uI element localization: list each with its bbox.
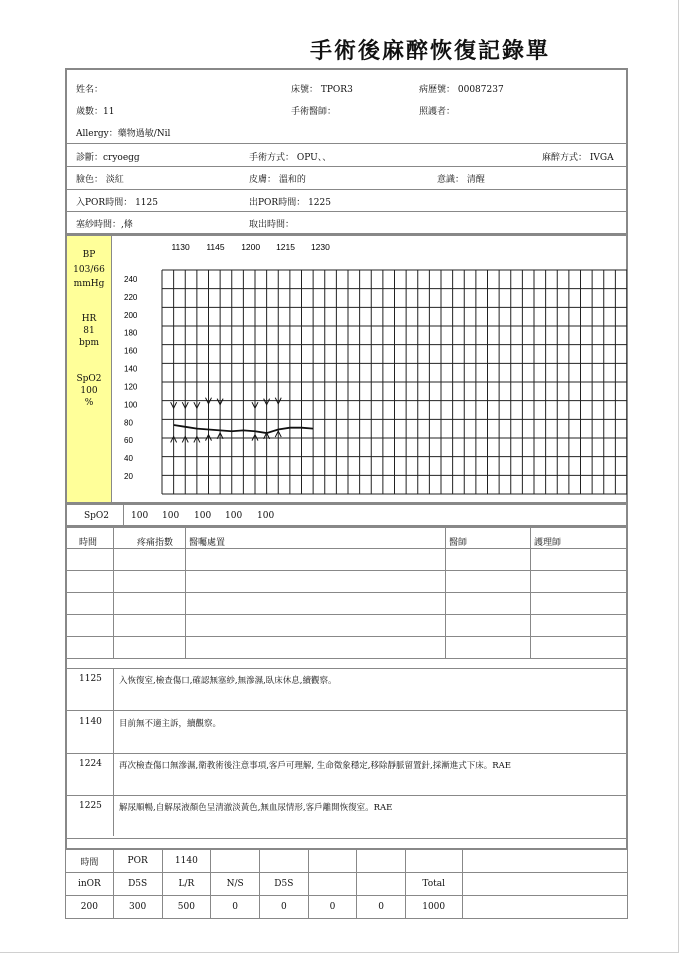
io-section [65, 849, 628, 919]
gauze-time: 塞紗時間：,條 [76, 220, 133, 230]
spo2-value: 100 [80, 386, 98, 396]
io-cell [462, 896, 627, 919]
patient-info-section [65, 68, 628, 235]
in-por-time: 入POR時間： 1125 [76, 198, 158, 208]
orders-header-time: 時間 [79, 538, 98, 548]
consciousness: 意識： 清醒 [437, 175, 485, 185]
divider [67, 710, 626, 711]
y-tick-label: 60 [124, 436, 133, 446]
allergy: Allergy：藥物過敏/Nil [76, 129, 171, 139]
divider [67, 838, 626, 839]
spo2-value: 100 [194, 511, 212, 521]
y-tick-label: 120 [124, 382, 138, 392]
chart-number: 病歷號： 00087237 [419, 85, 504, 95]
divider [123, 505, 124, 525]
vitals-chart-section [65, 234, 628, 504]
io-cell [462, 873, 627, 896]
complexion: 臉色： 淡紅 [76, 175, 124, 185]
note-time: 1140 [79, 717, 102, 727]
operation-method: 手術方式： OPU、、 [249, 153, 332, 163]
io-cell [259, 850, 308, 873]
table-row [66, 873, 628, 896]
removal-time: 取出時間： [249, 220, 295, 230]
diagnosis: 診斷：cryoegg [76, 153, 140, 163]
orders-header-order: 醫囑處置 [189, 538, 226, 548]
spo2-row-label: SpO2 [84, 511, 110, 521]
y-tick-label: 180 [124, 328, 138, 338]
divider [67, 668, 626, 669]
divider [67, 753, 626, 754]
skin: 皮膚： 溫和的 [249, 175, 306, 185]
hr-unit: bpm [78, 338, 100, 348]
table-row [67, 658, 626, 659]
io-cell: 0 [308, 896, 357, 919]
y-tick-label: 100 [124, 400, 138, 410]
bp-label: BP [82, 250, 96, 260]
io-cell: inOR [66, 873, 114, 896]
io-cell [357, 850, 406, 873]
io-cell: POR [113, 850, 162, 873]
spo2-value: 100 [162, 511, 180, 521]
note-time: 1125 [79, 674, 102, 684]
surgeon: 手術醫師： [291, 107, 337, 117]
divider [185, 528, 186, 658]
divider [445, 528, 446, 658]
io-cell [308, 850, 357, 873]
spo2-row [65, 503, 628, 527]
vitals-chart [112, 236, 627, 502]
time-label: 1215 [276, 242, 295, 252]
io-cell: 300 [113, 896, 162, 919]
spo2-value: 100 [257, 511, 275, 521]
orders-header-pain: 疼痛指數 [137, 538, 174, 548]
y-tick-label: 160 [124, 346, 138, 356]
divider [67, 211, 626, 212]
note-text: 解尿順暢,自解尿液顏色呈清澈淡黃色,無血尿情形,客戶離開恢復室。RAE [119, 803, 393, 813]
bp-unit: mmHg [73, 279, 105, 289]
spo2-label: SpO2 [76, 374, 102, 384]
io-cell: 1000 [405, 896, 462, 919]
time-label: 1200 [241, 242, 261, 252]
io-cell [462, 850, 627, 873]
io-cell [357, 873, 406, 896]
vitals-legend [67, 236, 112, 502]
form-title: 手術後麻醉恢復記錄單 [310, 38, 551, 64]
io-cell: 0 [211, 896, 260, 919]
io-cell: Total [405, 873, 462, 896]
table-row [66, 896, 628, 919]
nurse: 照護者： [419, 107, 456, 117]
table-row [67, 570, 626, 571]
io-table [65, 849, 628, 919]
io-cell: D5S [113, 873, 162, 896]
table-row [67, 592, 626, 593]
time-label: 1130 [171, 242, 190, 252]
note-time: 1225 [79, 801, 102, 811]
table-row [66, 850, 628, 873]
divider [67, 189, 626, 190]
io-cell: L/R [162, 873, 211, 896]
y-tick-label: 220 [124, 292, 138, 302]
io-cell: N/S [211, 873, 260, 896]
io-cell [308, 873, 357, 896]
io-cell: 時間 [66, 850, 114, 873]
y-tick-label: 200 [124, 310, 138, 320]
time-label: 1145 [206, 242, 225, 252]
y-tick-label: 240 [124, 274, 138, 284]
table-row [67, 614, 626, 615]
anesthesia-method: 麻醉方式： IVGA [542, 153, 614, 163]
io-cell: 0 [259, 896, 308, 919]
divider [113, 528, 114, 658]
io-cell: 1140 [162, 850, 211, 873]
y-tick-label: 20 [124, 472, 133, 482]
divider [530, 528, 531, 658]
out-por-time: 出POR時間： 1225 [249, 198, 331, 208]
divider [67, 166, 626, 167]
io-cell: 200 [66, 896, 114, 919]
table-row [67, 548, 626, 549]
io-cell: D5S [259, 873, 308, 896]
spo2-value: 100 [131, 511, 149, 521]
note-text: 再次檢查傷口無滲濕,衛教術後注意事項,客戶可理解, 生命徵象穩定,移除靜脈留置針,採漸進式下床。RAE [119, 761, 511, 771]
note-time: 1224 [79, 759, 102, 769]
io-cell: 500 [162, 896, 211, 919]
time-label: 1230 [310, 242, 330, 252]
bp-value: 103/66 [73, 265, 105, 275]
divider [113, 668, 114, 836]
table-row [67, 636, 626, 637]
hr-label: HR [81, 314, 97, 324]
divider [67, 795, 626, 796]
note-text: 入恢復室,檢查傷口,確認無塞紗,無滲濕,臥床休息,續觀察。 [119, 676, 337, 686]
name-label: 姓名： [76, 85, 104, 95]
spo2-unit: % [84, 398, 94, 408]
orders-header-doctor: 醫師 [449, 538, 468, 548]
io-cell [405, 850, 462, 873]
divider [67, 143, 626, 144]
spo2-value: 100 [225, 511, 243, 521]
y-tick-label: 80 [124, 418, 133, 428]
io-cell [211, 850, 260, 873]
y-tick-label: 40 [124, 454, 133, 464]
orders-and-notes-section [65, 526, 628, 850]
y-tick-label: 140 [124, 364, 138, 374]
orders-header-nurse: 護理師 [534, 538, 562, 548]
note-text: 目前無不適主訴，續觀察。 [119, 719, 222, 729]
io-cell: 0 [357, 896, 406, 919]
bed-number: 床號： TPOR3 [291, 85, 353, 95]
hr-value: 81 [83, 326, 95, 336]
age: 歲數：11 [76, 107, 115, 117]
